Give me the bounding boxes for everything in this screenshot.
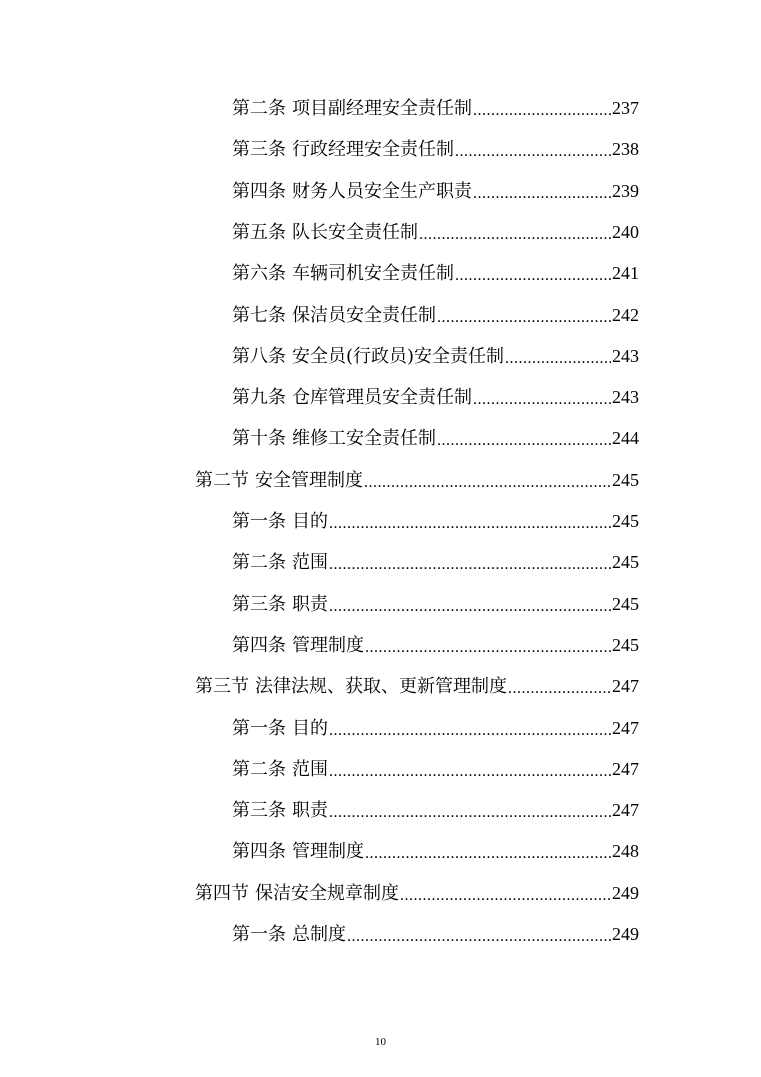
toc-entry-title: 目的 bbox=[292, 718, 328, 739]
toc-entry-page: 247 bbox=[612, 759, 639, 779]
toc-dot-leader bbox=[400, 875, 611, 916]
toc-entry-number: 第四节 bbox=[195, 883, 249, 904]
toc-article-entry[interactable] bbox=[232, 418, 639, 459]
toc-entry-number: 第三条 bbox=[232, 594, 286, 615]
toc-entry-number: 第二条 bbox=[232, 759, 286, 780]
toc-dot-leader bbox=[455, 255, 611, 296]
toc-article-entry[interactable] bbox=[232, 129, 639, 170]
toc-dot-leader bbox=[329, 503, 611, 544]
toc-entry-page: 245 bbox=[612, 470, 639, 490]
toc-article-entry[interactable] bbox=[232, 212, 639, 253]
toc-entry-page: 247 bbox=[612, 718, 639, 738]
toc-dot-leader bbox=[455, 131, 611, 172]
toc-dot-leader bbox=[329, 751, 611, 792]
toc-dot-leader bbox=[473, 173, 611, 214]
toc-article-entry[interactable] bbox=[232, 88, 639, 129]
toc-entry-number: 第三节 bbox=[195, 676, 249, 697]
toc-entry-number: 第三条 bbox=[232, 800, 286, 821]
toc-article-entry[interactable] bbox=[232, 831, 639, 872]
toc-entry-page: 237 bbox=[612, 98, 639, 118]
toc-entry-number: 第六条 bbox=[232, 263, 286, 284]
toc-entry-number: 第四条 bbox=[232, 181, 286, 202]
toc-entry-title: 管理制度 bbox=[292, 841, 364, 862]
toc-entry-title: 目的 bbox=[292, 511, 328, 532]
toc-entry-label bbox=[232, 708, 328, 749]
toc-entry-number: 第二节 bbox=[195, 470, 249, 491]
toc-dot-leader bbox=[473, 379, 611, 420]
toc-entry-title: 保洁安全规章制度 bbox=[255, 883, 399, 904]
toc-entry-number: 第二条 bbox=[232, 552, 286, 573]
toc-entry-number: 第四条 bbox=[232, 635, 286, 656]
toc-entry-number: 第七条 bbox=[232, 305, 286, 326]
toc-entry-label bbox=[232, 88, 472, 129]
toc-entry-page: 247 bbox=[612, 800, 639, 820]
toc-dot-leader bbox=[437, 420, 611, 461]
toc-article-entry[interactable] bbox=[232, 501, 639, 542]
toc-dot-leader bbox=[364, 462, 611, 503]
toc-entry-number: 第一条 bbox=[232, 511, 286, 532]
toc-entry-label bbox=[232, 625, 364, 666]
toc-dot-leader bbox=[473, 90, 611, 131]
toc-article-entry[interactable] bbox=[232, 914, 639, 955]
toc-entry-title: 职责 bbox=[292, 594, 328, 615]
toc-entry-label bbox=[232, 749, 328, 790]
toc-entry-page: 241 bbox=[612, 263, 639, 283]
toc-entry-title: 总制度 bbox=[292, 924, 346, 945]
toc-article-entry[interactable] bbox=[232, 625, 639, 666]
page-number: 10 bbox=[375, 1036, 386, 1048]
toc-article-entry[interactable] bbox=[232, 790, 639, 831]
toc-entry-page: 245 bbox=[612, 594, 639, 614]
toc-entry-page: 247 bbox=[612, 676, 639, 696]
toc-entry-label bbox=[232, 418, 436, 459]
toc-entry-title: 维修工安全责任制 bbox=[292, 428, 436, 449]
toc-entry-title: 职责 bbox=[292, 800, 328, 821]
toc-entry-label bbox=[232, 790, 328, 831]
toc-entry-label bbox=[195, 873, 399, 914]
toc-dot-leader bbox=[365, 627, 611, 668]
toc-entry-label bbox=[232, 336, 504, 377]
toc-entry-page: 249 bbox=[612, 924, 639, 944]
toc-entry-number: 第二条 bbox=[232, 98, 286, 119]
toc-entry-number: 第九条 bbox=[232, 387, 286, 408]
toc-article-entry[interactable] bbox=[232, 584, 639, 625]
toc-entry-number: 第五条 bbox=[232, 222, 286, 243]
toc-entry-title: 队长安全责任制 bbox=[292, 222, 418, 243]
toc-entry-title: 范围 bbox=[292, 759, 328, 780]
toc-entry-page: 245 bbox=[612, 635, 639, 655]
toc-entry-label bbox=[232, 542, 328, 583]
toc-entry-label bbox=[232, 129, 454, 170]
toc-article-entry[interactable] bbox=[232, 336, 639, 377]
toc-entry-page: 248 bbox=[612, 841, 639, 861]
toc-dot-leader bbox=[347, 916, 611, 957]
toc-entry-page: 239 bbox=[612, 181, 639, 201]
toc-entry-number: 第三条 bbox=[232, 139, 286, 160]
toc-entry-title: 行政经理安全责任制 bbox=[292, 139, 454, 160]
toc-entry-title: 仓库管理员安全责任制 bbox=[292, 387, 472, 408]
toc-entry-title: 车辆司机安全责任制 bbox=[292, 263, 454, 284]
toc-article-entry[interactable] bbox=[232, 708, 639, 749]
toc-entry-title: 安全管理制度 bbox=[255, 470, 363, 491]
toc-entry-label bbox=[232, 501, 328, 542]
toc-entry-title: 安全员(行政员)安全责任制 bbox=[292, 346, 505, 367]
toc-entry-label bbox=[232, 584, 328, 625]
toc-entry-label bbox=[195, 460, 363, 501]
toc-dot-leader bbox=[329, 792, 611, 833]
toc-article-entry[interactable] bbox=[232, 377, 639, 418]
toc-entry-number: 第一条 bbox=[232, 718, 286, 739]
toc-entry-page: 245 bbox=[612, 552, 639, 572]
toc-entry-number: 第十条 bbox=[232, 428, 286, 449]
toc-entry-page: 245 bbox=[612, 511, 639, 531]
toc-dot-leader bbox=[437, 297, 611, 338]
toc-entry-page: 238 bbox=[612, 139, 639, 159]
toc-dot-leader bbox=[508, 668, 611, 709]
toc-entry-number: 第一条 bbox=[232, 924, 286, 945]
toc-entry-page: 244 bbox=[612, 428, 639, 448]
toc-dot-leader bbox=[505, 338, 611, 379]
toc-entry-title: 法律法规、获取、更新管理制度 bbox=[255, 676, 507, 697]
toc-article-entry[interactable] bbox=[232, 295, 639, 336]
toc-dot-leader bbox=[365, 833, 611, 874]
toc-entry-label bbox=[232, 212, 418, 253]
toc-entry-page: 243 bbox=[612, 346, 639, 366]
toc-entry-title: 项目副经理安全责任制 bbox=[292, 98, 472, 119]
toc-entry-label bbox=[232, 377, 472, 418]
toc-entry-number: 第四条 bbox=[232, 841, 286, 862]
toc-section-entry[interactable] bbox=[195, 873, 639, 914]
toc-section-entry[interactable] bbox=[195, 460, 639, 501]
toc-entry-page: 242 bbox=[612, 305, 639, 325]
toc-article-entry[interactable] bbox=[232, 171, 639, 212]
toc-entry-label bbox=[232, 831, 364, 872]
toc-article-entry[interactable] bbox=[232, 253, 639, 294]
toc-entry-title: 管理制度 bbox=[292, 635, 364, 656]
toc-entry-title: 范围 bbox=[292, 552, 328, 573]
toc-entry-label bbox=[195, 666, 507, 707]
toc-entry-title: 保洁员安全责任制 bbox=[292, 305, 436, 326]
toc-dot-leader bbox=[329, 710, 611, 751]
toc-article-entry[interactable] bbox=[232, 749, 639, 790]
toc-dot-leader bbox=[329, 544, 611, 585]
toc-entry-title: 财务人员安全生产职责 bbox=[292, 181, 472, 202]
toc-entry-page: 240 bbox=[612, 222, 639, 242]
toc-entry-number: 第八条 bbox=[232, 346, 286, 367]
toc-entry-page: 249 bbox=[612, 883, 639, 903]
toc-entry-label bbox=[232, 171, 472, 212]
toc-entry-label bbox=[232, 253, 454, 294]
toc-entry-label bbox=[232, 914, 346, 955]
toc-dot-leader bbox=[329, 586, 611, 627]
toc-article-entry[interactable] bbox=[232, 542, 639, 583]
toc-dot-leader bbox=[419, 214, 611, 255]
toc-section-entry[interactable] bbox=[195, 666, 639, 707]
toc-entry-page: 243 bbox=[612, 387, 639, 407]
toc-entry-label bbox=[232, 295, 436, 336]
